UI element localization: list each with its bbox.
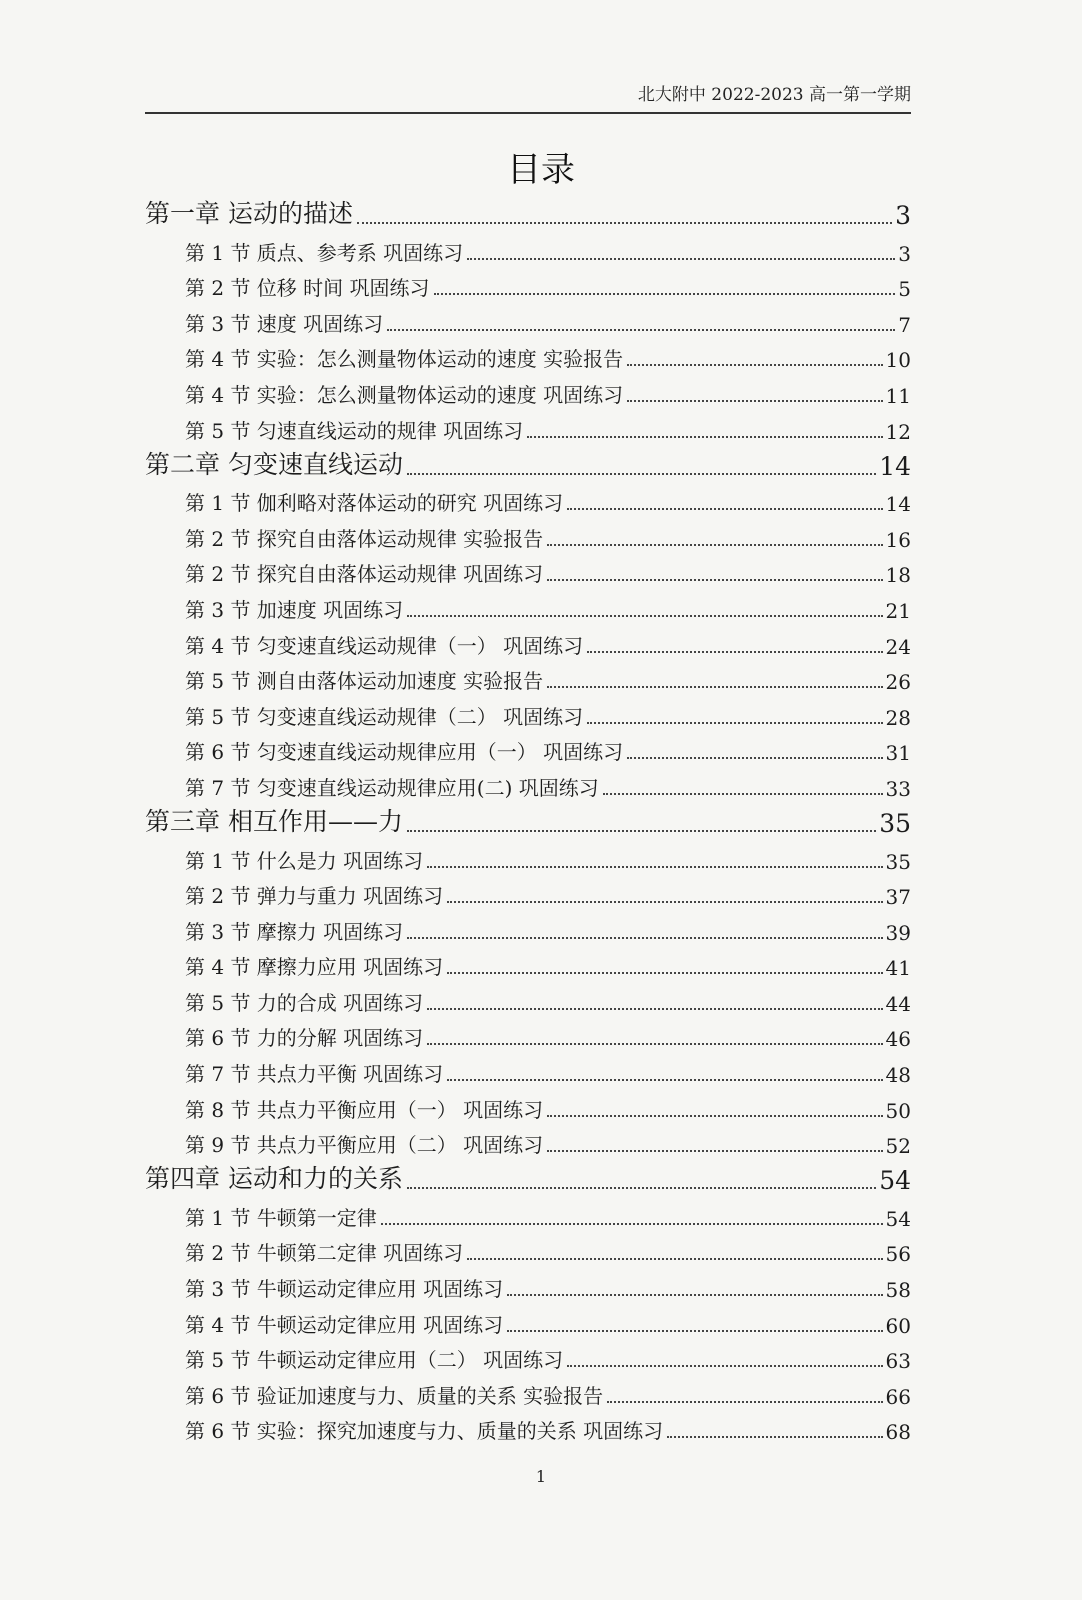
toc-section-entry xyxy=(145,1016,911,1052)
dot-leader xyxy=(387,329,895,331)
header-rule xyxy=(145,112,911,114)
toc-chapter-entry xyxy=(145,444,911,481)
dot-leader xyxy=(407,1187,876,1189)
toc-section-entry xyxy=(145,623,911,659)
toc-entry-title: 第 4 节 实验：怎么测量物体运动的速度 实验报告 xyxy=(185,347,624,372)
toc-section-entry xyxy=(145,1373,911,1409)
dot-leader xyxy=(447,1079,882,1081)
toc-entry-title: 第 3 节 摩擦力 巩固练习 xyxy=(185,919,404,944)
toc-section-entry xyxy=(145,1195,911,1231)
toc-entry-page: 37 xyxy=(885,885,911,910)
toc-entry-title: 第 1 节 什么是力 巩固练习 xyxy=(185,848,424,873)
toc-entry-page: 60 xyxy=(885,1313,911,1338)
toc-entry-title: 第 3 节 牛顿运动定律应用 巩固练习 xyxy=(185,1277,504,1302)
dot-leader xyxy=(357,222,892,224)
toc-entry-page: 44 xyxy=(885,991,911,1016)
toc-entry-title: 第 7 节 共点力平衡 巩固练习 xyxy=(185,1062,444,1087)
toc-section-entry xyxy=(145,694,911,730)
toc-entry-title: 第 1 节 伽利略对落体运动的研究 巩固练习 xyxy=(185,491,564,516)
toc-section-entry xyxy=(145,1051,911,1087)
toc-entry-page: 54 xyxy=(885,1206,911,1231)
toc-entry-page: 52 xyxy=(885,1134,911,1159)
dot-leader xyxy=(427,866,882,868)
toc-entry-page: 58 xyxy=(885,1278,911,1303)
toc-section-entry xyxy=(145,874,911,910)
toc-entry-title: 第 4 节 匀变速直线运动规律（一） 巩固练习 xyxy=(185,633,584,658)
dot-leader xyxy=(427,1008,882,1010)
toc-entry-title: 第 2 节 探究自由落体运动规律 实验报告 xyxy=(185,526,544,551)
dot-leader xyxy=(587,722,882,724)
toc-entry-title: 第三章 相互作用——力 xyxy=(145,806,403,836)
toc-section-entry xyxy=(145,1231,911,1267)
toc-section-entry xyxy=(145,945,911,981)
toc-entry-page: 24 xyxy=(885,634,911,659)
toc-entry-page: 48 xyxy=(885,1063,911,1088)
toc-entry-title: 第 9 节 共点力平衡应用（二） 巩固练习 xyxy=(185,1133,544,1158)
dot-leader xyxy=(607,1401,882,1403)
toc-entry-title: 第 2 节 牛顿第二定律 巩固练习 xyxy=(185,1241,464,1266)
toc-section-entry xyxy=(145,1302,911,1338)
toc-entry-title: 第 3 节 速度 巩固练习 xyxy=(185,311,384,336)
toc-chapter-entry xyxy=(145,801,911,838)
toc-section-entry xyxy=(145,1123,911,1159)
toc-entry-title: 第 6 节 力的分解 巩固练习 xyxy=(185,1026,424,1051)
dot-leader xyxy=(667,1436,882,1438)
dot-leader xyxy=(567,1365,882,1367)
toc-entry-title: 第 8 节 共点力平衡应用（一） 巩固练习 xyxy=(185,1097,544,1122)
dot-leader xyxy=(407,830,876,832)
toc-entry-page: 28 xyxy=(885,705,911,730)
toc-entry-page: 63 xyxy=(885,1349,911,1374)
toc-section-entry xyxy=(145,230,911,266)
table-of-contents xyxy=(145,193,911,1444)
dot-leader xyxy=(547,686,882,688)
dot-leader xyxy=(547,1115,882,1117)
toc-entry-title: 第 2 节 位移 时间 巩固练习 xyxy=(185,276,430,301)
toc-section-entry xyxy=(145,337,911,373)
toc-section-entry xyxy=(145,1087,911,1123)
dot-leader xyxy=(447,901,882,903)
toc-entry-title: 第二章 匀变速直线运动 xyxy=(145,449,403,479)
dot-leader xyxy=(603,793,883,795)
toc-entry-title: 第四章 运动和力的关系 xyxy=(145,1164,403,1194)
toc-entry-title: 第 4 节 实验：怎么测量物体运动的速度 巩固练习 xyxy=(185,382,624,407)
toc-entry-title: 第 6 节 匀变速直线运动规律应用（一） 巩固练习 xyxy=(185,740,624,765)
dot-leader xyxy=(507,1294,882,1296)
toc-entry-title: 第 2 节 探究自由落体运动规律 巩固练习 xyxy=(185,562,544,587)
toc-entry-title: 第 2 节 弹力与重力 巩固练习 xyxy=(185,884,444,909)
toc-entry-title: 第一章 运动的描述 xyxy=(145,199,353,228)
dot-leader xyxy=(381,1223,883,1225)
dot-leader xyxy=(407,615,882,617)
toc-entry-title: 第 6 节 验证加速度与力、质量的关系 实验报告 xyxy=(185,1383,604,1408)
toc-section-entry xyxy=(145,372,911,408)
toc-entry-title: 第 4 节 牛顿运动定律应用 巩固练习 xyxy=(185,1312,504,1337)
toc-entry-page: 18 xyxy=(885,563,911,588)
toc-section-entry xyxy=(145,1409,911,1445)
toc-entry-page: 50 xyxy=(885,1098,911,1123)
toc-entry-page: 10 xyxy=(885,348,911,373)
toc-section-entry xyxy=(145,659,911,695)
dot-leader xyxy=(407,473,876,475)
toc-entry-page: 54 xyxy=(879,1166,911,1196)
toc-entry-page: 21 xyxy=(885,598,911,623)
dot-leader xyxy=(567,508,882,510)
toc-section-entry xyxy=(145,408,911,444)
toc-section-entry xyxy=(145,481,911,517)
toc-entry-title: 第 5 节 牛顿运动定律应用（二） 巩固练习 xyxy=(185,1348,564,1373)
toc-entry-page: 39 xyxy=(885,920,911,945)
toc-entry-page: 3 xyxy=(895,201,911,230)
toc-entry-page: 7 xyxy=(898,312,911,337)
dot-leader xyxy=(407,937,882,939)
dot-leader xyxy=(467,1258,882,1260)
toc-entry-page: 3 xyxy=(898,241,911,266)
toc-entry-page: 31 xyxy=(885,741,911,766)
dot-leader xyxy=(627,400,882,402)
toc-entry-title: 第 6 节 实验：探究加速度与力、质量的关系 巩固练习 xyxy=(185,1419,664,1444)
dot-leader xyxy=(627,364,882,366)
toc-chapter-entry xyxy=(145,1158,911,1195)
dot-leader xyxy=(547,1150,882,1152)
toc-entry-title: 第 1 节 牛顿第一定律 xyxy=(185,1205,377,1230)
toc-section-entry xyxy=(145,730,911,766)
toc-section-entry xyxy=(145,516,911,552)
toc-entry-page: 12 xyxy=(885,419,911,444)
toc-entry-title: 第 5 节 力的合成 巩固练习 xyxy=(185,990,424,1015)
dot-leader xyxy=(547,544,882,546)
dot-leader xyxy=(427,1043,882,1045)
running-header: 北大附中 2022-2023 高一第一学期 xyxy=(637,85,911,105)
page-number: 1 xyxy=(535,1467,547,1486)
toc-entry-page: 35 xyxy=(879,808,911,838)
toc-entry-page: 41 xyxy=(885,956,911,981)
dot-leader xyxy=(447,972,882,974)
toc-chapter-entry xyxy=(145,193,911,230)
toc-entry-page: 46 xyxy=(885,1027,911,1052)
toc-entry-title: 第 1 节 质点、参考系 巩固练习 xyxy=(185,240,464,265)
toc-entry-title: 第 5 节 匀速直线运动的规律 巩固练习 xyxy=(185,418,524,443)
toc-entry-title: 第 3 节 加速度 巩固练习 xyxy=(185,597,404,622)
toc-entry-page: 11 xyxy=(885,383,911,408)
toc-section-entry xyxy=(145,587,911,623)
toc-entry-page: 14 xyxy=(885,492,911,517)
toc-section-entry xyxy=(145,980,911,1016)
toc-section-entry xyxy=(145,266,911,302)
toc-entry-title: 第 5 节 测自由落体运动加速度 实验报告 xyxy=(185,669,544,694)
toc-section-entry xyxy=(145,552,911,588)
dot-leader xyxy=(467,258,895,260)
toc-entry-page: 16 xyxy=(885,527,911,552)
toc-section-entry xyxy=(145,838,911,874)
dot-leader xyxy=(434,293,896,295)
toc-entry-title: 第 5 节 匀变速直线运动规律（二） 巩固练习 xyxy=(185,704,584,729)
toc-entry-page: 5 xyxy=(898,277,911,302)
toc-entry-page: 68 xyxy=(885,1420,911,1445)
toc-section-entry xyxy=(145,765,911,801)
dot-leader xyxy=(547,579,882,581)
dot-leader xyxy=(507,1330,882,1332)
dot-leader xyxy=(527,436,882,438)
dot-leader xyxy=(587,651,882,653)
toc-section-entry xyxy=(145,1338,911,1374)
page-title: 目录 xyxy=(507,150,575,190)
toc-entry-page: 56 xyxy=(885,1242,911,1267)
toc-entry-page: 33 xyxy=(885,776,911,801)
toc-entry-page: 66 xyxy=(885,1384,911,1409)
toc-entry-page: 35 xyxy=(885,849,911,874)
toc-entry-page: 26 xyxy=(885,670,911,695)
toc-entry-page: 14 xyxy=(879,451,911,481)
dot-leader xyxy=(627,757,882,759)
toc-section-entry xyxy=(145,909,911,945)
toc-section-entry xyxy=(145,1266,911,1302)
toc-entry-title: 第 7 节 匀变速直线运动规律应用(二) 巩固练习 xyxy=(185,775,599,800)
toc-entry-title: 第 4 节 摩擦力应用 巩固练习 xyxy=(185,955,444,980)
toc-section-entry xyxy=(145,301,911,337)
